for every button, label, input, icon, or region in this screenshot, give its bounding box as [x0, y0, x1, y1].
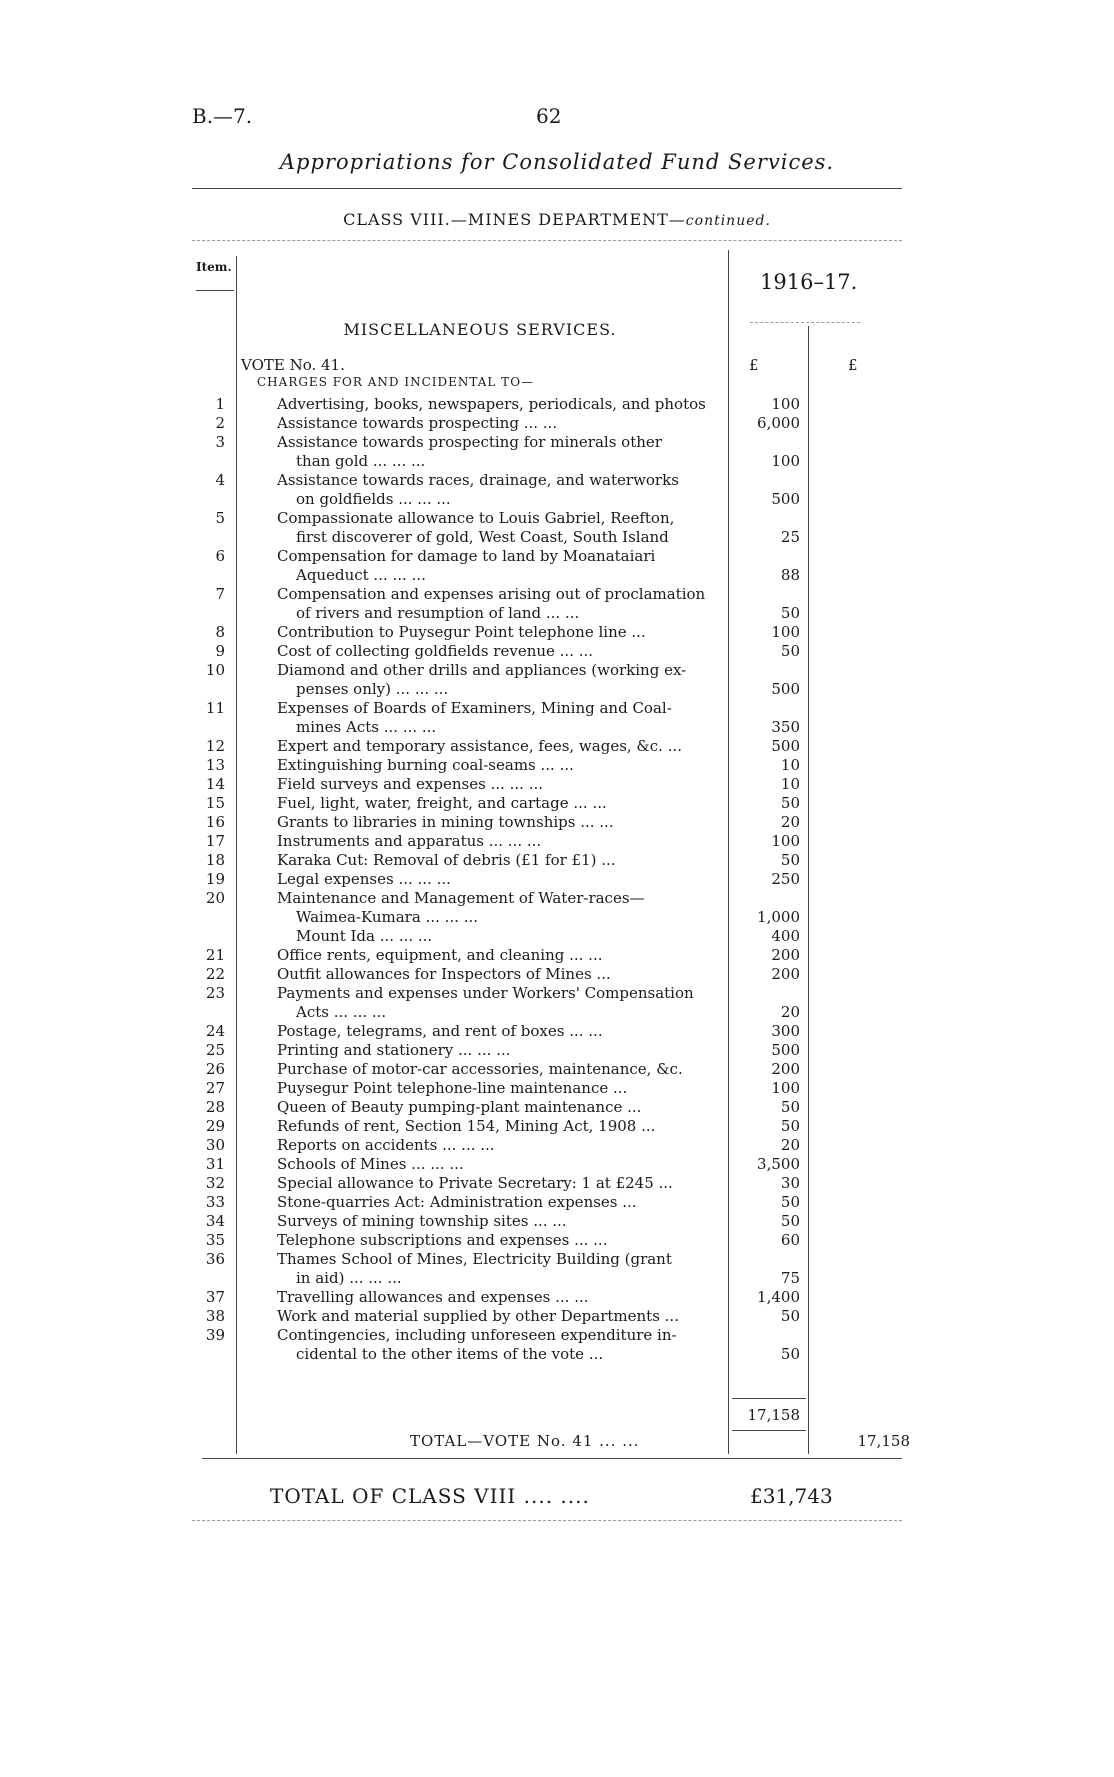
item-description: Aqueduct ... ... ... — [296, 566, 426, 584]
item-amount: 500 — [771, 1041, 800, 1059]
item-number: 29 — [205, 1117, 225, 1135]
item-number: 16 — [205, 813, 225, 831]
item-amount: 500 — [771, 680, 800, 698]
item-description: Reports on accidents ... ... ... — [277, 1136, 495, 1154]
item-number: 3 — [215, 433, 225, 451]
item-description: Refunds of rent, Section 154, Mining Act, 1908 ... — [277, 1117, 656, 1135]
item-description: Expert and temporary assistance, fees, wages, &c. ... — [277, 737, 683, 755]
item-amount: 200 — [771, 946, 800, 964]
item-description: Queen of Beauty pumping-plant maintenance ... — [277, 1098, 642, 1116]
item-description: Advertising, books, newspapers, periodicals, and photos — [277, 395, 706, 413]
item-column-divider — [236, 256, 237, 1454]
item-amount: 100 — [771, 1079, 800, 1097]
item-description: first discoverer of gold, West Coast, South Island — [296, 528, 669, 546]
currency-header-1: £ — [749, 356, 759, 374]
item-description: Thames School of Mines, Electricity Building (grant — [277, 1250, 672, 1268]
item-amount: 1,000 — [757, 908, 800, 926]
item-number: 2 — [215, 414, 225, 432]
item-number: 7 — [215, 585, 225, 603]
item-description: Grants to libraries in mining townships ... ... — [277, 813, 614, 831]
item-description: Stone-quarries Act: Administration expenses ... — [277, 1193, 637, 1211]
item-amount: 20 — [780, 1136, 800, 1154]
item-number: 13 — [205, 756, 225, 774]
item-amount: 100 — [771, 452, 800, 470]
item-amount: 88 — [780, 566, 800, 584]
item-description: Contingencies, including unforeseen expenditure in- — [277, 1326, 677, 1344]
item-description: Fuel, light, water, freight, and cartage ... ... — [277, 794, 607, 812]
page-title: Appropriations for Consolidated Fund Services. — [279, 150, 835, 174]
item-description: Schools of Mines ... ... ... — [277, 1155, 464, 1173]
item-description: Karaka Cut: Removal of debris (£1 for £1) ... — [277, 851, 616, 869]
item-number: 9 — [215, 642, 225, 660]
item-number: 21 — [205, 946, 225, 964]
item-description: Payments and expenses under Workers' Compensation — [277, 984, 694, 1002]
item-amount: 100 — [771, 623, 800, 641]
item-number: 39 — [205, 1326, 225, 1344]
item-description: Legal expenses ... ... ... — [277, 870, 451, 888]
item-number: 34 — [205, 1212, 225, 1230]
item-amount: 50 — [780, 642, 800, 660]
item-description: Assistance towards prospecting for minerals other — [277, 433, 662, 451]
item-number: 24 — [205, 1022, 225, 1040]
item-description: Diamond and other drills and appliances (working ex- — [277, 661, 687, 679]
item-description: cidental to the other items of the vote ... — [296, 1345, 604, 1363]
item-description: on goldfields ... ... ... — [296, 490, 451, 508]
item-description: than gold ... ... ... — [296, 452, 426, 470]
header-dashed-rule — [192, 240, 902, 241]
item-description: Outfit allowances for Inspectors of Mines ... — [277, 965, 611, 983]
bottom-dashed-rule — [192, 1520, 902, 1521]
item-description: Puysegur Point telephone-line maintenance ... — [277, 1079, 628, 1097]
item-amount: 60 — [780, 1231, 800, 1249]
charges-heading: CHARGES FOR AND INCIDENTAL TO— — [257, 375, 535, 389]
item-description: Expenses of Boards of Examiners, Mining and Coal- — [277, 699, 672, 717]
total-rule — [202, 1458, 902, 1459]
item-description: Telephone subscriptions and expenses ... ... — [277, 1231, 608, 1249]
item-description: in aid) ... ... ... — [296, 1269, 402, 1287]
item-number: 8 — [215, 623, 225, 641]
class-total-value: £31,743 — [750, 1484, 833, 1508]
item-description: Special allowance to Private Secretary: 1 at £245 ... — [277, 1174, 673, 1192]
subtotal-rule-top — [732, 1398, 806, 1399]
item-amount: 3,500 — [757, 1155, 800, 1173]
item-column-header: Item. — [196, 260, 232, 274]
item-amount: 300 — [771, 1022, 800, 1040]
item-description: penses only) ... ... ... — [296, 680, 449, 698]
item-description: Maintenance and Management of Water-races— — [277, 889, 645, 907]
item-amount: 10 — [780, 756, 800, 774]
item-amount: 50 — [780, 1345, 800, 1363]
title-rule — [192, 188, 902, 189]
item-amount: 30 — [780, 1174, 800, 1192]
item-description: Surveys of mining township sites ... ... — [277, 1212, 567, 1230]
item-number: 10 — [205, 661, 225, 679]
item-amount: 50 — [780, 1212, 800, 1230]
item-number: 26 — [205, 1060, 225, 1078]
item-amount: 50 — [780, 851, 800, 869]
item-amount: 250 — [771, 870, 800, 888]
description-amount-divider — [728, 250, 729, 1454]
item-amount: 1,400 — [757, 1288, 800, 1306]
item-description: Printing and stationery ... ... ... — [277, 1041, 511, 1059]
item-description: Compensation for damage to land by Moanataiari — [277, 547, 656, 565]
item-description: Compassionate allowance to Louis Gabriel, Reefton, — [277, 509, 675, 527]
item-amount: 20 — [780, 813, 800, 831]
total-vote-value: 17,158 — [857, 1432, 910, 1450]
item-amount: 100 — [771, 395, 800, 413]
item-number: 20 — [205, 889, 225, 907]
item-number: 38 — [205, 1307, 225, 1325]
item-amount: 100 — [771, 832, 800, 850]
document-reference: B.—7. — [192, 104, 253, 128]
item-amount: 350 — [771, 718, 800, 736]
class-heading-main: CLASS VIII.—MINES DEPARTMENT— — [343, 210, 686, 229]
item-number: 35 — [205, 1231, 225, 1249]
item-amount: 50 — [780, 794, 800, 812]
item-amount: 200 — [771, 1060, 800, 1078]
item-description: Purchase of motor-car accessories, maintenance, &c. — [277, 1060, 683, 1078]
item-description: Assistance towards prospecting ... ... — [277, 414, 558, 432]
item-number: 27 — [205, 1079, 225, 1097]
item-amount: 500 — [771, 490, 800, 508]
item-number: 33 — [205, 1193, 225, 1211]
subtotal-rule-bottom — [732, 1430, 806, 1431]
item-description: of rivers and resumption of land ... ... — [296, 604, 580, 622]
item-description: Assistance towards races, drainage, and waterworks — [277, 471, 679, 489]
item-description: Cost of collecting goldfields revenue ... ... — [277, 642, 594, 660]
item-description: Office rents, equipment, and cleaning ... ... — [277, 946, 603, 964]
item-amount: 10 — [780, 775, 800, 793]
item-number: 18 — [205, 851, 225, 869]
item-amount: 200 — [771, 965, 800, 983]
item-amount: 50 — [780, 1117, 800, 1135]
vote-number: VOTE No. 41. — [241, 356, 345, 374]
item-number: 30 — [205, 1136, 225, 1154]
item-description: Work and material supplied by other Departments ... — [277, 1307, 679, 1325]
item-number: 22 — [205, 965, 225, 983]
item-number: 1 — [215, 395, 225, 413]
amount-columns-divider — [808, 326, 809, 1454]
item-number: 36 — [205, 1250, 225, 1268]
item-number: 11 — [205, 699, 225, 717]
item-number: 4 — [215, 471, 225, 489]
class-heading — [0, 210, 1114, 229]
item-description: Extinguishing burning coal-seams ... ... — [277, 756, 574, 774]
item-amount: 400 — [771, 927, 800, 945]
item-description: Postage, telegrams, and rent of boxes ... ... — [277, 1022, 603, 1040]
item-description: Waimea-Kumara ... ... ... — [296, 908, 478, 926]
class-total-label: TOTAL OF CLASS VIII .... .... — [270, 1484, 590, 1508]
item-amount: 50 — [780, 1098, 800, 1116]
item-amount: 50 — [780, 604, 800, 622]
item-amount: 50 — [780, 1307, 800, 1325]
item-number: 17 — [205, 832, 225, 850]
item-description: mines Acts ... ... ... — [296, 718, 437, 736]
item-description: Mount Ida ... ... ... — [296, 927, 433, 945]
item-header-rule — [196, 290, 234, 291]
total-vote-label: TOTAL—VOTE No. 41 ... ... — [410, 1432, 640, 1450]
item-amount: 50 — [780, 1193, 800, 1211]
item-number: 37 — [205, 1288, 225, 1306]
item-amount: 20 — [780, 1003, 800, 1021]
item-number: 15 — [205, 794, 225, 812]
item-number: 19 — [205, 870, 225, 888]
item-number: 5 — [215, 509, 225, 527]
page-number: 62 — [536, 104, 562, 128]
item-number: 28 — [205, 1098, 225, 1116]
item-description: Contribution to Puysegur Point telephone line ... — [277, 623, 646, 641]
item-number: 6 — [215, 547, 225, 565]
section-heading: MISCELLANEOUS SERVICES. — [343, 320, 617, 339]
item-amount: 6,000 — [757, 414, 800, 432]
item-number: 25 — [205, 1041, 225, 1059]
item-number: 32 — [205, 1174, 225, 1192]
item-description: Instruments and apparatus ... ... ... — [277, 832, 542, 850]
item-amount: 25 — [780, 528, 800, 546]
item-amount: 75 — [780, 1269, 800, 1287]
year-header-rule — [750, 322, 860, 323]
item-number: 31 — [205, 1155, 225, 1173]
class-heading-suffix: continued. — [685, 213, 771, 229]
currency-header-2: £ — [848, 356, 858, 374]
year-column-header: 1916–17. — [760, 270, 858, 294]
item-description: Compensation and expenses arising out of proclamation — [277, 585, 706, 603]
item-number: 12 — [205, 737, 225, 755]
item-description: Travelling allowances and expenses ... ... — [277, 1288, 589, 1306]
item-number: 14 — [205, 775, 225, 793]
item-description: Acts ... ... ... — [296, 1003, 387, 1021]
item-number: 23 — [205, 984, 225, 1002]
item-description: Field surveys and expenses ... ... ... — [277, 775, 544, 793]
subtotal-value: 17,158 — [747, 1406, 800, 1424]
item-amount: 500 — [771, 737, 800, 755]
